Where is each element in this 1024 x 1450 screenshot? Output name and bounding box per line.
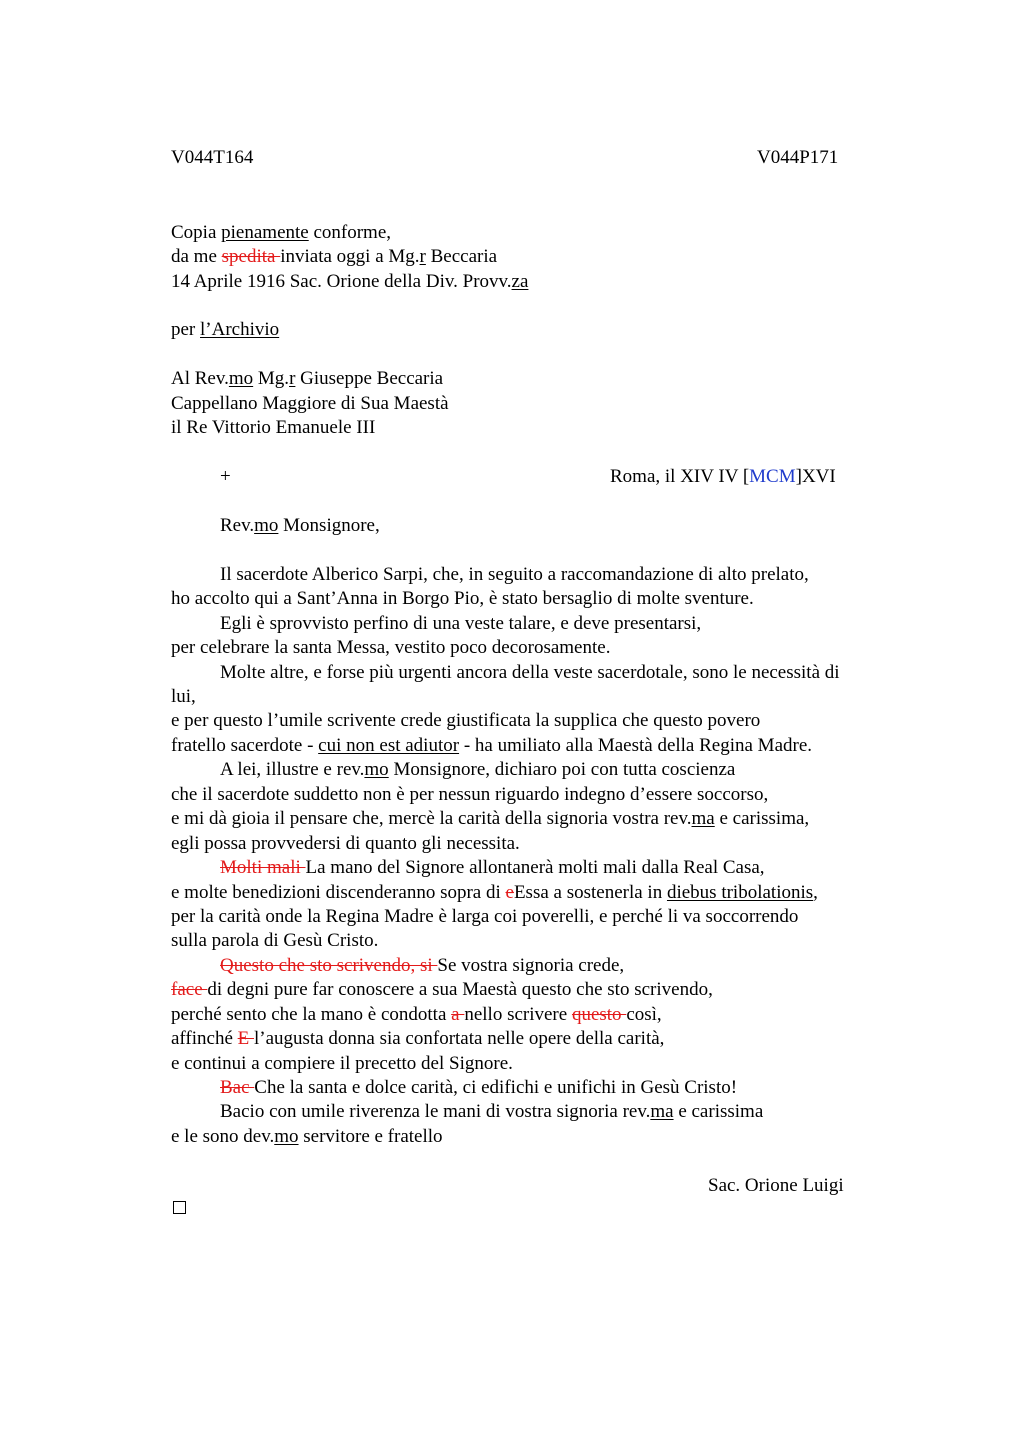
body-line-19: perché sento che la mano è condotta a nello scrivere questo così,: [171, 1004, 662, 1025]
addressee-line-1: Al Rev.mo Mg.r Giuseppe Beccaria: [171, 368, 444, 389]
body-line-8: fratello sacerdote - cui non est adiutor - ha umiliato alla Maestà della Regina Madre.: [171, 735, 813, 756]
header-right-code: V044P171: [757, 147, 839, 168]
body-line-12: egli possa provvedersi di quanto gli necessita.: [171, 833, 520, 854]
body-line-24: e le sono dev.mo servitore e fratello: [171, 1126, 443, 1147]
body-line-23: Bacio con umile riverenza le mani di vostra signoria rev.ma e carissima: [220, 1101, 764, 1122]
body-line-20: affinché E l’augusta donna sia confortata nelle opere della carità,: [171, 1028, 665, 1049]
body-line-17: Questo che sto scrivendo, si Se vostra signoria crede,: [220, 955, 625, 976]
body-line-21: e continui a compiere il precetto del Signore.: [171, 1053, 513, 1074]
body-line-4: per celebrare la santa Messa, vestito poco decorosamente.: [171, 637, 611, 658]
body-line-14: e molte benedizioni discenderanno sopra di eEssa a sostenerla in diebus tribolationis,: [171, 882, 818, 903]
body-line-9: A lei, illustre e rev.mo Monsignore, dichiaro poi con tutta coscienza: [220, 759, 736, 780]
addressee-line-2: Cappellano Maggiore di Sua Maestà: [171, 393, 449, 414]
addressee-line-3: il Re Vittorio Emanuele III: [171, 417, 376, 438]
body-line-5: Molte altre, e forse più urgenti ancora della veste sacerdotale, sono le necessità di: [220, 662, 840, 683]
signature: Sac. Orione Luigi: [708, 1175, 844, 1196]
body-line-1: Il sacerdote Alberico Sarpi, che, in seguito a raccomandazione di alto prelato,: [220, 564, 809, 585]
body-line-15: per la carità onde la Regina Madre è larga coi poverelli, e perché li va soccorrendo: [171, 906, 799, 927]
body-line-22: Bac Che la santa e dolce carità, ci edifichi e unifichi in Gesù Cristo!: [220, 1077, 738, 1098]
square-box-icon: [173, 1201, 186, 1214]
header-left-code: V044T164: [171, 147, 254, 168]
body-line-2: ho accolto qui a Sant’Anna in Borgo Pio, è stato bersaglio di molte sventure.: [171, 588, 754, 609]
body-line-7: e per questo l’umile scrivente crede giustificata la supplica che questo povero: [171, 710, 761, 731]
body-line-10: che il sacerdote suddetto non è per nessun riguardo indegno d’essere soccorso,: [171, 784, 769, 805]
body-line-18: face di degni pure far conoscere a sua Maestà questo che sto scrivendo,: [171, 979, 713, 1000]
cross-mark: +: [220, 466, 231, 487]
salutation: Rev.mo Monsignore,: [220, 515, 380, 536]
note-line-4: per l’Archivio: [171, 319, 280, 340]
body-line-16: sulla parola di Gesù Cristo.: [171, 930, 379, 951]
body-line-3: Egli è sprovvisto perfino di una veste talare, e deve presentarsi,: [220, 613, 702, 634]
body-line-11: e mi dà gioia il pensare che, mercè la carità della signoria vostra rev.ma e carissima,: [171, 808, 810, 829]
note-line-2: da me spedita inviata oggi a Mg.r Beccaria: [171, 246, 498, 267]
note-line-1: Copia pienamente conforme,: [171, 222, 392, 243]
body-line-6: lui,: [171, 686, 196, 707]
date-line: Roma, il XIV IV [MCM]XVI: [610, 466, 836, 487]
note-line-3: 14 Aprile 1916 Sac. Orione della Div. Provv.za: [171, 271, 529, 292]
body-line-13: Molti mali La mano del Signore allontanerà molti mali dalla Real Casa,: [220, 857, 765, 878]
